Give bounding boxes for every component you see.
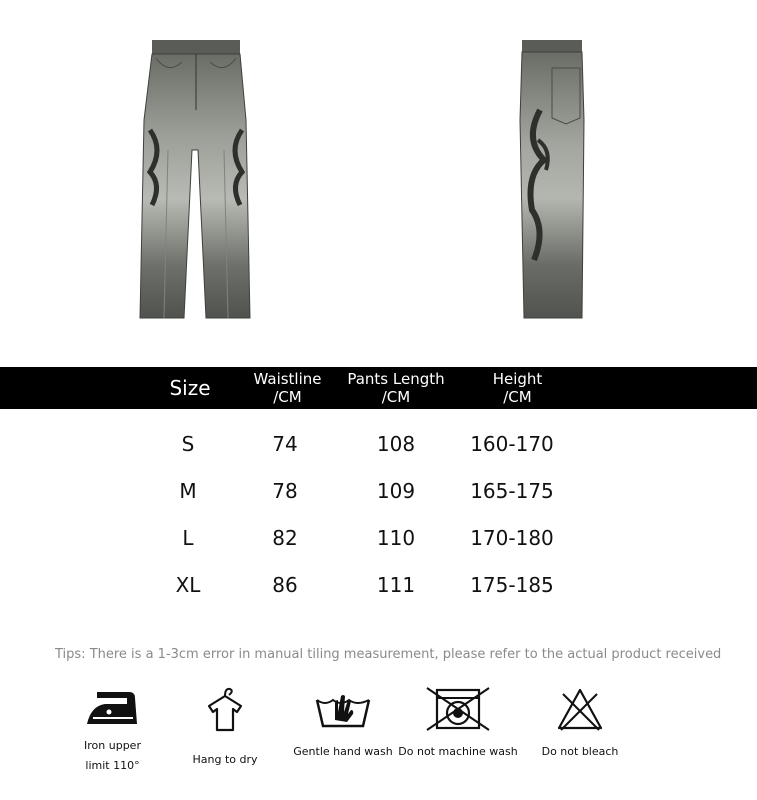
care-bleach-label: Do not bleach [541,745,619,758]
hanger-shirt-icon [203,686,247,736]
care-hang-label: Hang to dry [192,753,258,766]
cell-waistline: 74 [272,432,298,456]
hand-wash-icon [313,686,373,732]
no-machine-wash-icon [423,686,493,732]
cell-pants-length: 108 [376,432,416,456]
header-pants-length [340,367,452,409]
header-waistline-label: Waistline [253,370,322,388]
care-no-bleach [537,686,623,762]
table-row [0,516,757,563]
care-no-machine-wash [398,686,518,762]
header-waistline [240,367,335,409]
jeans-back-photo [490,0,600,360]
cell-pants-length: 110 [376,526,416,550]
header-height-label: Height [492,370,543,388]
header-pants-length-label: Pants Length [347,370,445,388]
cell-waistline: 82 [272,526,298,550]
cell-pants-length: 111 [376,573,416,597]
table-row [0,422,757,469]
care-hand-label: Gentle hand wash [293,745,393,758]
measurement-tips: Tips: There is a 1-3cm error in manual tiling measurement, please refer to the actual product received [55,647,722,662]
header-size [150,367,230,409]
header-pants-length-unit: /CM [381,388,411,406]
cell-size: XL [175,573,201,597]
care-hand-wash [290,686,396,762]
size-table-body [0,422,757,610]
size-table-header [0,367,757,409]
cell-height: 165-175 [470,479,554,503]
care-iron [75,686,150,776]
cell-height: 175-185 [470,573,554,597]
cell-height: 160-170 [470,432,554,456]
care-iron-label-line1: Iron upper [84,739,141,752]
cell-pants-length: 109 [376,479,416,503]
care-iron-label-line2: limit 110° [85,759,140,772]
no-bleach-icon [555,686,605,732]
header-waistline-unit: /CM [273,388,302,406]
header-size-label: Size [169,376,211,400]
iron-icon [83,686,143,732]
care-hang [185,686,265,770]
care-machine-label: Do not machine wash [398,745,518,758]
cell-waistline: 78 [272,479,298,503]
header-height-unit: /CM [503,388,532,406]
table-row [0,563,757,610]
cell-size: S [181,432,195,456]
table-row [0,469,757,516]
header-height [470,367,565,409]
cell-size: M [179,479,197,503]
cell-waistline: 86 [272,573,298,597]
cell-height: 170-180 [470,526,554,550]
jeans-front-photo [120,0,270,360]
cell-size: L [182,526,194,550]
